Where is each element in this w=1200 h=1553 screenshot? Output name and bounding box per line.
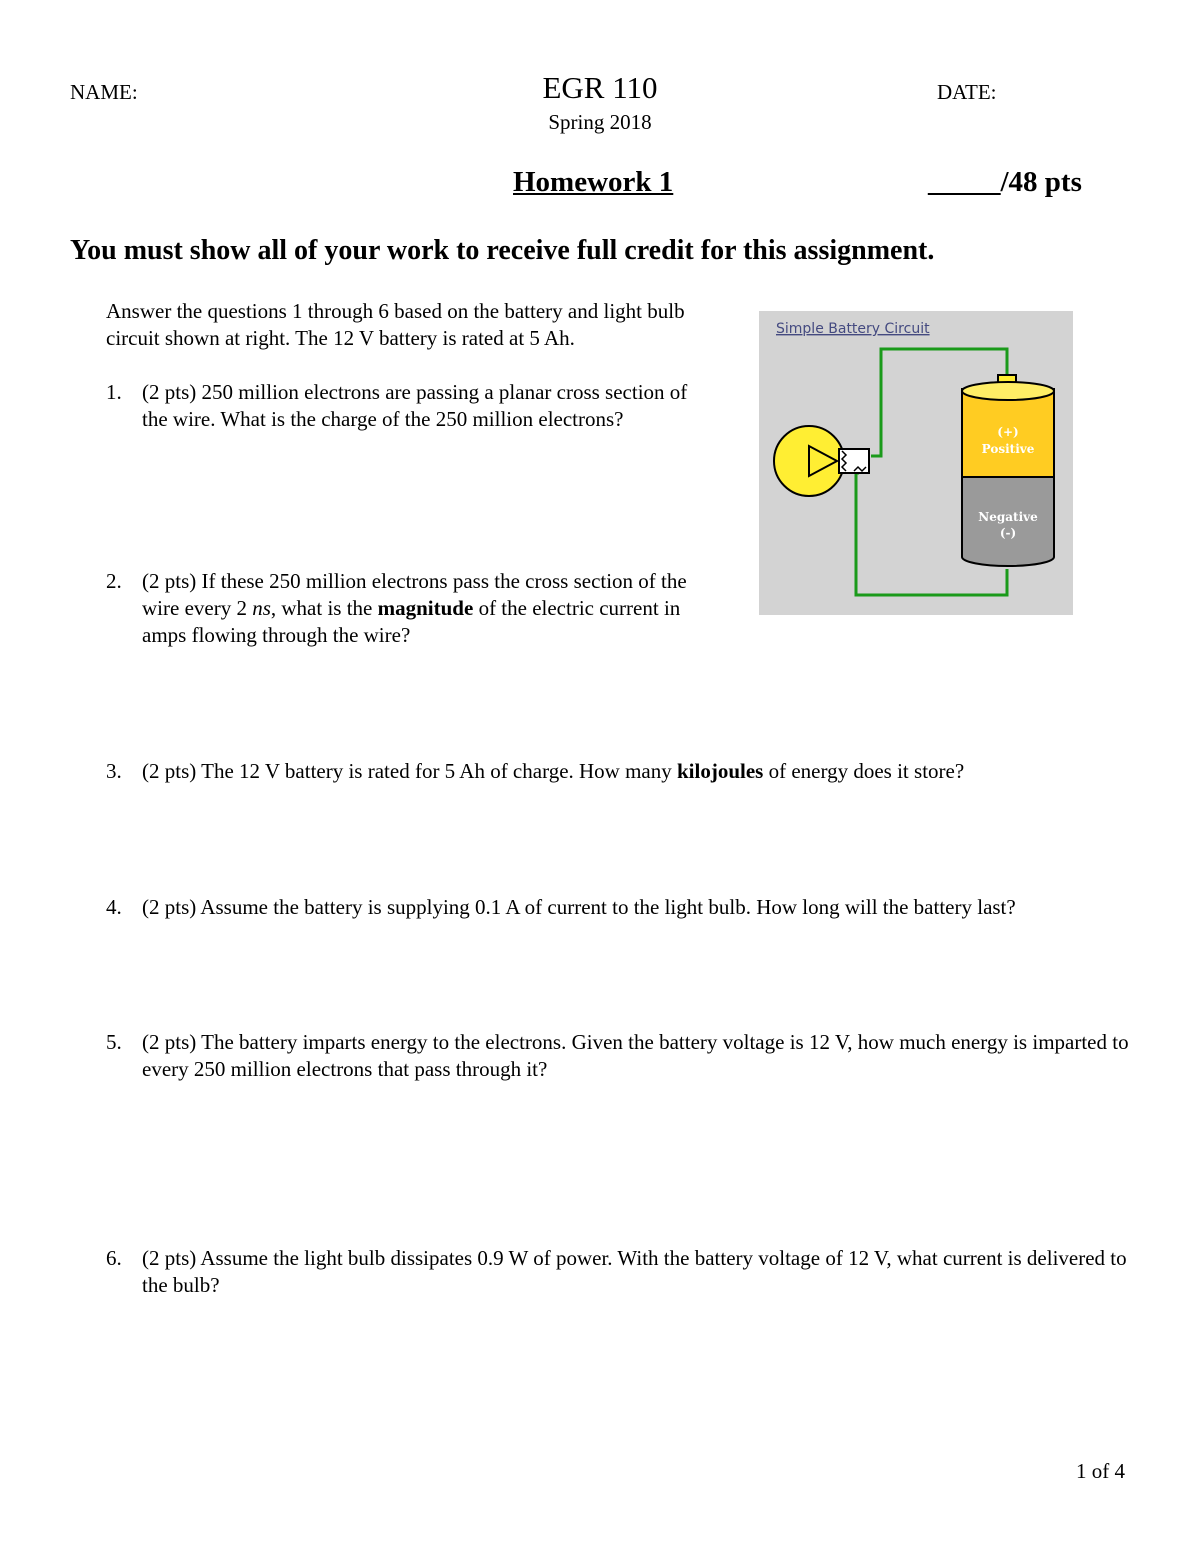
circuit-diagram xyxy=(759,311,1073,615)
positive-symbol: (+) xyxy=(997,425,1019,439)
name-label: NAME: xyxy=(70,80,138,104)
question-text xyxy=(142,568,706,649)
date-label: DATE: xyxy=(937,80,997,104)
figure-title: Simple Battery Circuit xyxy=(776,321,930,337)
question-2 xyxy=(106,568,706,649)
battery-top xyxy=(962,382,1054,400)
question-number: 4. xyxy=(106,895,122,919)
points-total: _____/48 pts xyxy=(928,166,1082,198)
homework-title: Homework 1 xyxy=(513,166,674,198)
positive-label: Positive xyxy=(981,442,1035,456)
course-title: EGR 110 xyxy=(542,70,658,105)
question-text: (2 pts) The battery imparts energy to the electrons. Given the battery voltage is 12 V, how much energy is imparted to every 250 million electrons that pass through it? xyxy=(142,1030,1129,1081)
unit-ns: ns xyxy=(252,596,271,620)
intro-text: Answer the questions 1 through 6 based on the battery and light bulb circuit shown at right. The 12 V battery is rated at 5 Ah. xyxy=(106,299,685,350)
question-4 xyxy=(106,894,1136,921)
question-text: (2 pts) Assume the battery is supplying 0.1 A of current to the light bulb. How long will the battery last? xyxy=(142,895,1016,919)
question-6 xyxy=(106,1245,1136,1299)
question-3 xyxy=(106,758,1136,785)
question-text: (2 pts) Assume the light bulb dissipates 0.9 W of power. With the battery voltage of 12 V, what current is delivered to the bulb? xyxy=(142,1246,1127,1297)
negative-label: Negative xyxy=(978,510,1038,524)
term-label: Spring 2018 xyxy=(548,110,652,134)
question-text-part: of the electric current in amps flowing through the wire? xyxy=(142,596,681,647)
emphasis-kilojoules: kilojoules xyxy=(677,759,764,783)
question-number: 3. xyxy=(106,759,122,783)
battery-circuit-figure xyxy=(759,311,1073,615)
question-5 xyxy=(106,1029,1136,1083)
question-text-part: (2 pts) If these 250 million electrons pass the cross section of the wire every 2 xyxy=(142,569,687,620)
question-text: (2 pts) 250 million electrons are passing a planar cross section of the wire. What is the charge of the 250 million electrons? xyxy=(142,380,688,431)
question-number: 6. xyxy=(106,1246,122,1270)
negative-symbol: (-) xyxy=(999,526,1017,540)
question-number: 5. xyxy=(106,1030,122,1054)
question-text xyxy=(142,758,1136,785)
question-number: 2. xyxy=(106,569,122,593)
question-text-part: of energy does it store? xyxy=(763,759,965,783)
question-text-part: (2 pts) The 12 V battery is rated for 5 Ah of charge. How many xyxy=(142,759,677,783)
emphasis-magnitude: magnitude xyxy=(377,596,474,620)
page-number: 1 of 4 xyxy=(1076,1459,1125,1483)
question-number: 1. xyxy=(106,380,122,404)
instruction: You must show all of your work to receive full credit for this assignment. xyxy=(70,235,935,266)
question-text-part: , what is the xyxy=(270,596,378,620)
question-1 xyxy=(106,379,706,433)
